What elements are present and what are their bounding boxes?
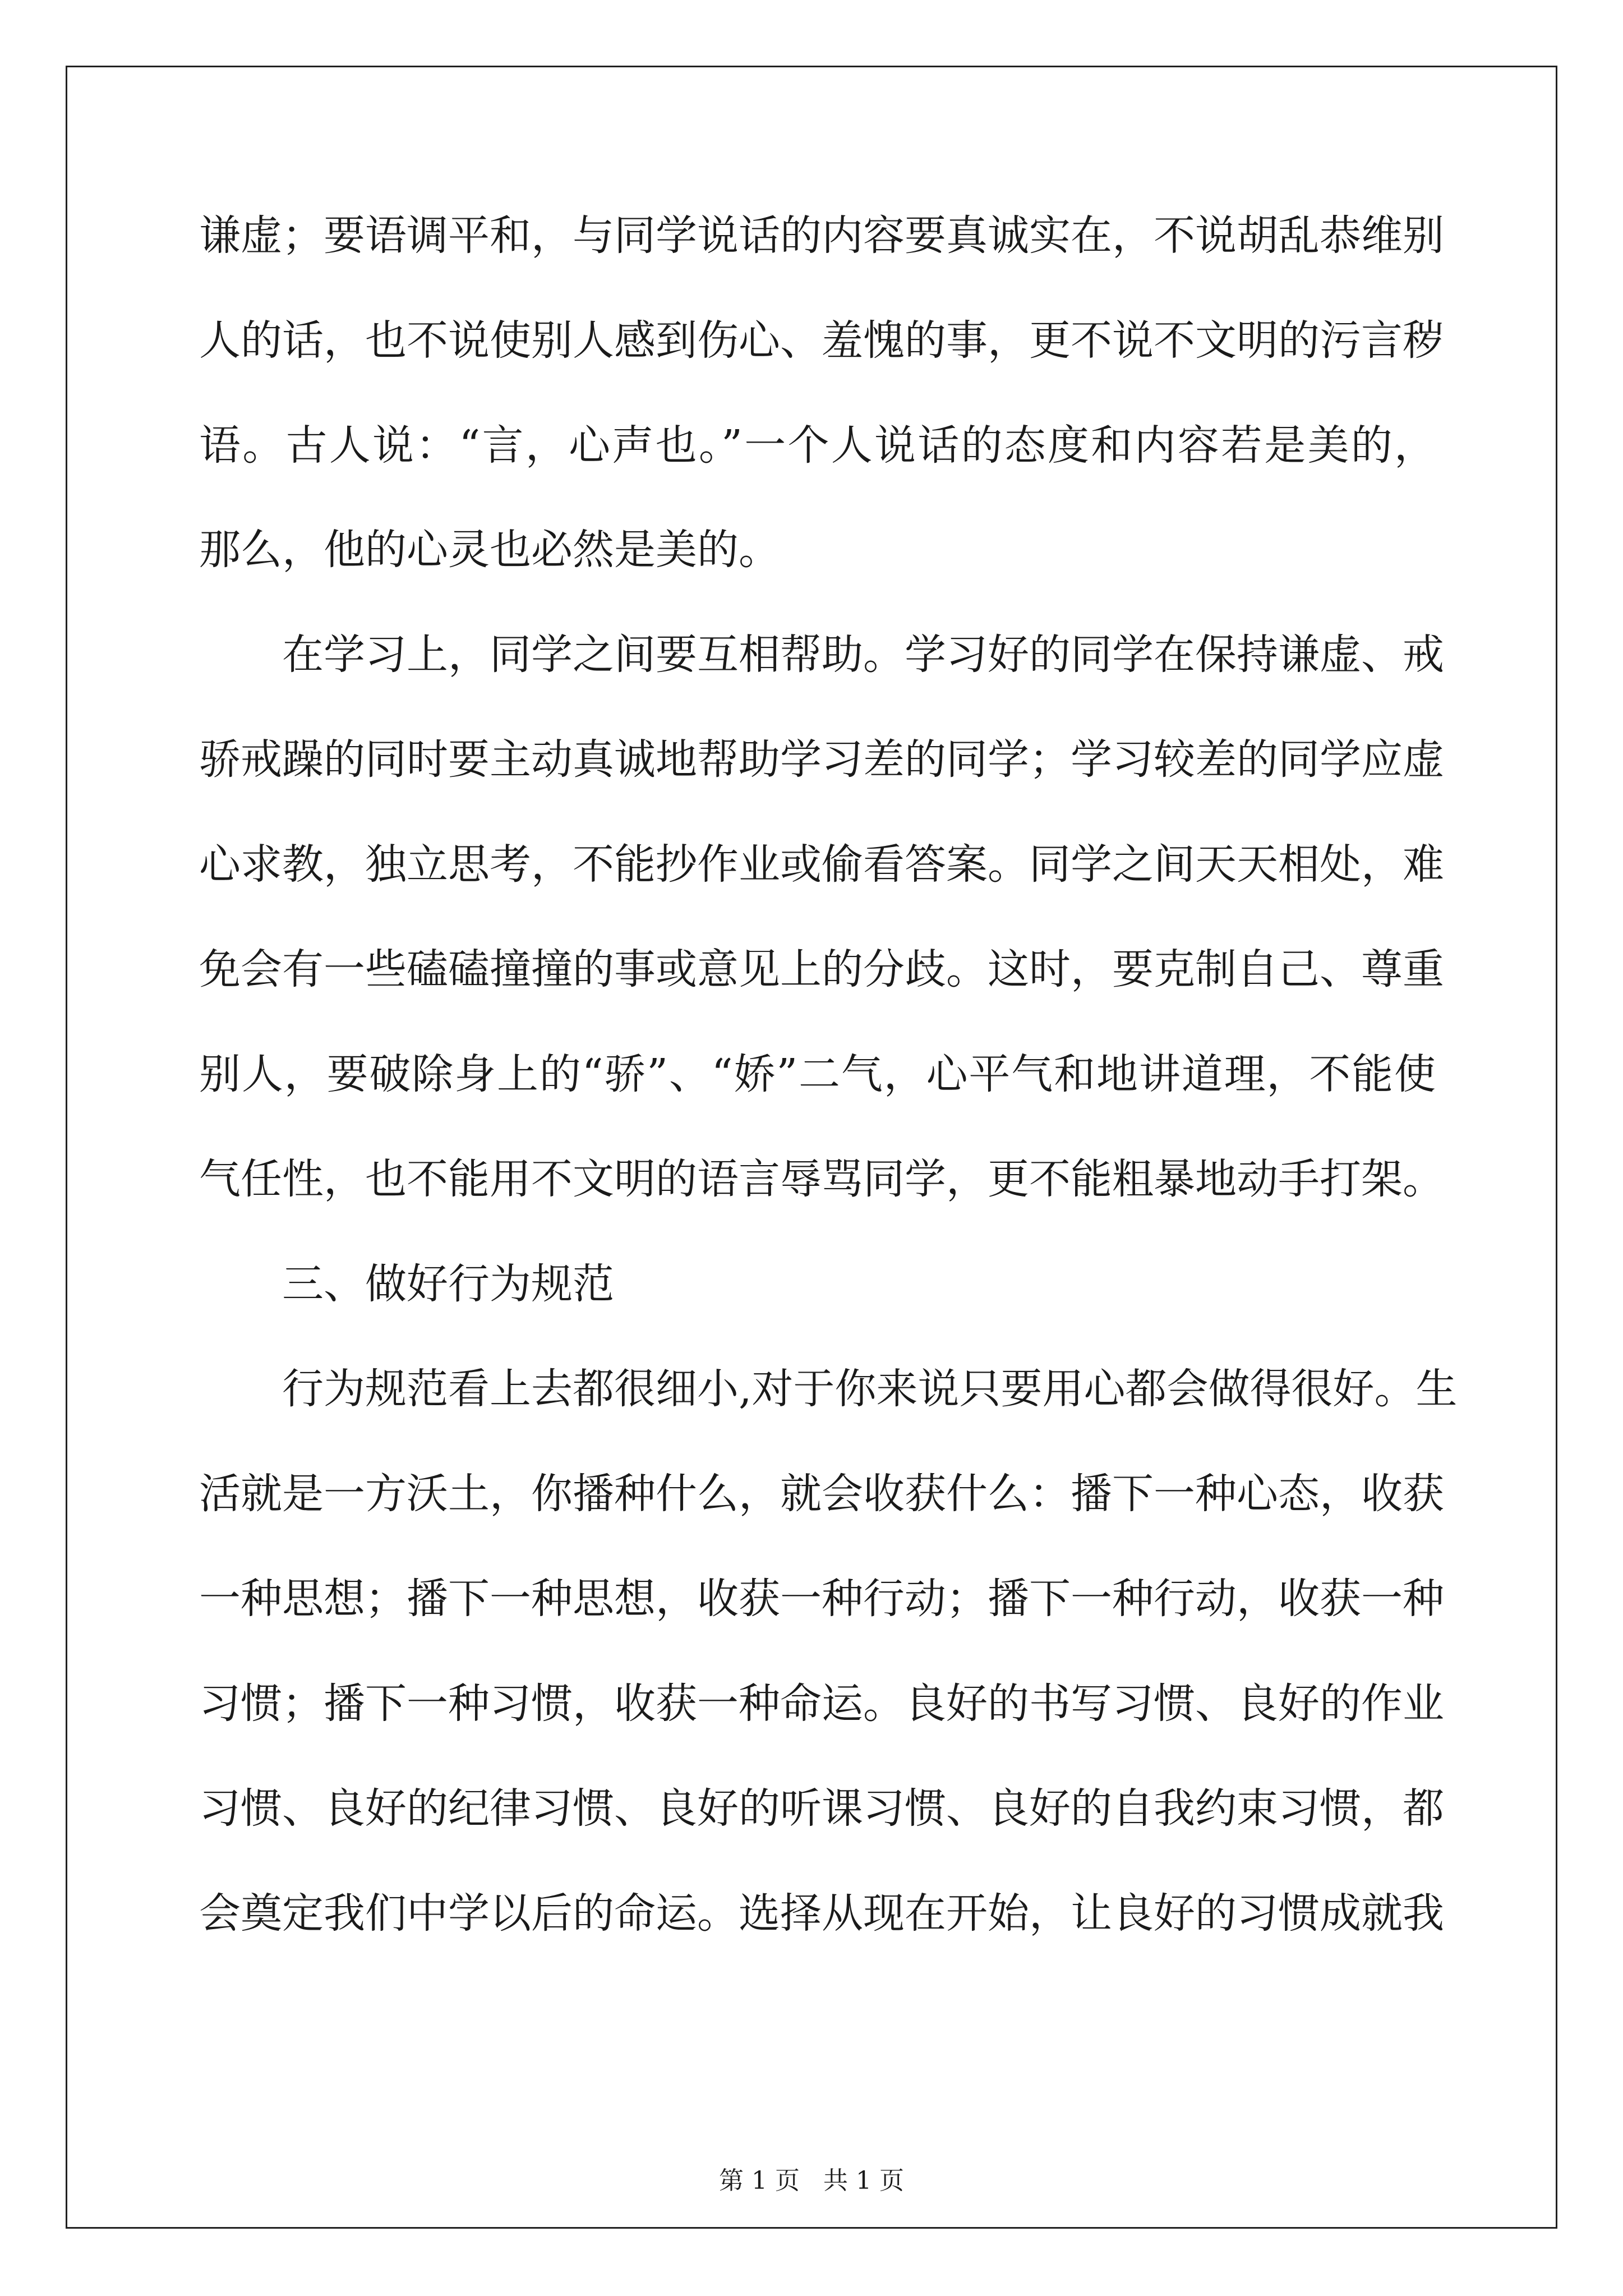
- paragraph-first-line: 行为规范看上去都很细小,对于你来说只要用心都会做得很好。生: [282, 1365, 1458, 1413]
- text-line: 语。古人说：“言，心声也。”一个人说话的态度和内容若是美的，: [199, 421, 1436, 470]
- page-number-footer: 第 1 页 共 1 页: [719, 2166, 904, 2195]
- section-heading: 三、做好行为规范: [282, 1260, 614, 1308]
- text-line: 会奠定我们中学以后的命运。选择从现在开始，让良好的习惯成就我: [199, 1889, 1444, 1938]
- text-line: 别人，要破除身上的“骄”、“娇”二气，心平气和地讲道理，不能使: [199, 1050, 1436, 1098]
- text-line: 习惯；播下一种习惯，收获一种命运。良好的书写习惯、良好的作业: [199, 1680, 1444, 1728]
- text-line: 一种思想；播下一种思想，收获一种行动；播下一种行动，收获一种: [199, 1575, 1444, 1623]
- text-line: 免会有一些磕磕撞撞的事或意见上的分歧。这时，要克制自己、尊重: [199, 945, 1444, 993]
- text-line: 气任性，也不能用不文明的语言辱骂同学，更不能粗暴地动手打架。: [199, 1155, 1444, 1203]
- text-line: 心求教，独立思考，不能抄作业或偷看答案。同学之间天天相处，难: [199, 840, 1444, 889]
- text-line: 那么，他的心灵也必然是美的。: [199, 526, 780, 574]
- text-line: 习惯、良好的纪律习惯、良好的听课习惯、良好的自我约束习惯，都: [199, 1784, 1444, 1833]
- paragraph-first-line: 在学习上，同学之间要互相帮助。学习好的同学在保持谦虚、戒: [282, 631, 1444, 679]
- text-line: 活就是一方沃土，你播种什么，就会收获什么：播下一种心态，收获: [199, 1470, 1444, 1518]
- text-line: 骄戒躁的同时要主动真诚地帮助学习差的同学；学习较差的同学应虚: [199, 735, 1444, 784]
- text-line: 人的话，也不说使别人感到伤心、羞愧的事，更不说不文明的污言秽: [199, 316, 1444, 365]
- text-line: 谦虚；要语调平和，与同学说话的内容要真诚实在，不说胡乱恭维别: [199, 211, 1444, 260]
